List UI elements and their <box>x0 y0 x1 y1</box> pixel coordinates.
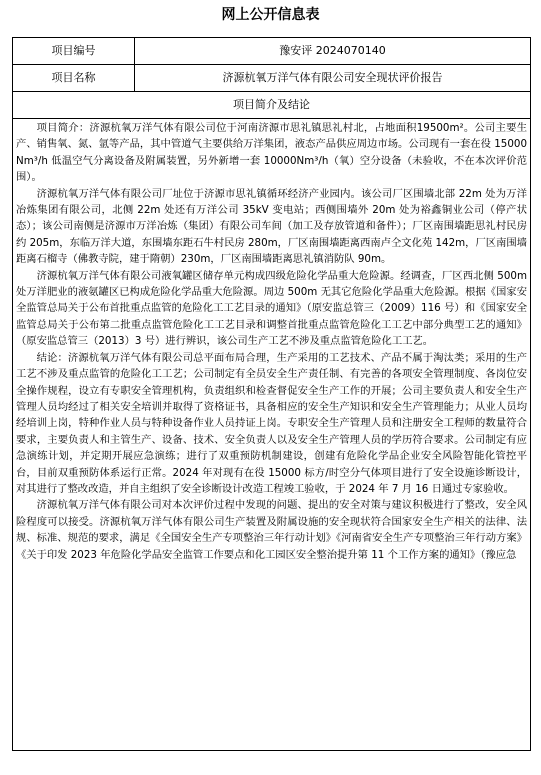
paragraph-rectification: 济源杭氧万洋气体有限公司对本次评价过程中发现的问题、提出的安全对策与建议积极进行了整改，安全风险程度可以接受。济源杭氧万洋气体有限公司生产装置及附属设施的安全现状符合国家安全生产相关的法律、法规、标准、规范的要求，满足《全国安全生产专项整治三年行动计划》《河南省安全生产专项整治三年行动方案》《关于印发 2023 年危险化学品安全监管工作要点和化工园区安全整治提升第 11 个工作方案的通知》（豫应急 <box>16 499 527 561</box>
content-cell <box>13 119 531 751</box>
project-name-row <box>13 65 531 92</box>
content-row <box>13 119 531 751</box>
project-name-label: 项目名称 <box>13 65 135 92</box>
paragraph-hazard-source: 济源杭氧万洋气体有限公司液氧罐区储存单元构成四级危险化学品重大危险源。经调查，厂区西北侧 500m 处万洋肥业的液氨罐区已构成危险化学品重大危险源。周边 500m 无其它危险化学品重大危险源。根据《国家安全监管总局关于公布首批重点监管的危险化工工艺目录的通知》（原安监总管三（2009）116 号）和《国家安全监管总局关于公布第二批重点监管危险化工工艺目录和调整首批重点监管危险化工工艺中部分典型工艺的通知》（原安监总管三（2013）3 号）进行辨识，该公司生产工艺不涉及重点监管危险化工工艺。 <box>16 269 527 348</box>
paragraph-overview: 项目简介：济源杭氧万洋气体有限公司位于河南济源市思礼镇思礼村北，占地面积19500m²。公司主要生产、销售氧、氮、氩等产品，其中管道气主要供给万洋集团，液态产品供应周边市场。公司现有一套在役 15000Nm³/h 低温空气分离设备及附属装置，另外新增一套 10000Nm³/h（氧）空分设备（未验收，不在本次评价范围）。 <box>16 122 527 184</box>
section-title-row <box>13 92 531 119</box>
project-name-value: 济源杭氧万洋气体有限公司安全现状评价报告 <box>135 65 531 92</box>
project-number-label: 项目编号 <box>13 38 135 65</box>
project-number-value: 豫安评 2024070140 <box>135 38 531 65</box>
paragraph-conclusion: 结论：济源杭氧万洋气体有限公司总平面布局合理，生产采用的工艺技术、产品不属于淘汰类；采用的生产工艺不涉及重点监管的危险化工工艺；公司制定有全员安全生产责任制、有完善的各项安全管理制度、各岗位安全操作规程，设立有专职安全管理机构，负责组织和检查督促安全生产工作的开展；公司主要负责人和安全生产管理人员均经过了相关安全培训并取得了资格证书，具备相应的安全生产知识和安全生产管理能力；从业人员均经培训上岗，特种作业人员与特种设备作业人员持证上岗。专职安全生产管理人员和注册安全工程师的数量符合要求，主要负责人和主管生产、设备、技术、安全负责人以及安全生产管理人员的学历符合要求。公司制定有应急演练计划，并定期开展应急演练；进行了双重预防机制建设，创建有危险化学品企业安全风险智能化管控平台，目前双重预防体系运行正常。2024 年对现有在役 15000 标方/时空分气体项目进行了安全设施诊断设计，对其进行了整改改造，并自主组织了安全诊断设计改造工程竣工验收，于 2024 年 7 月 16 日通过专家验收。 <box>16 351 527 495</box>
page-title: 网上公开信息表 <box>221 7 320 23</box>
info-table <box>12 37 531 751</box>
paragraph-location: 济源杭氧万洋气体有限公司厂址位于济源市思礼镇循环经济产业园内。该公司厂区围墙北部 22m 处为万洋冶炼集团有限公司，北侧 22m 处还有万洋公司 35kV 变电站；西侧围墙外 20m 处为裕鑫铜业公司（停产状态）；该公司南侧是济源市万洋冶炼（集团）有限公司车间（加工及存放管道和备件）；厂区南围墙距思礼村民房约 205m，东临万洋大道，东围墙东距石牛村民房 280m，厂区南围墙距离西南卢仝文化苑 142m，厂区南围墙距离石榴寺（佛教寺院，建于隋朝）230m，厂区南围墙距离思礼镇消防队 90m。 <box>16 187 527 266</box>
project-number-row <box>13 38 531 65</box>
section-title: 项目简介及结论 <box>13 92 531 119</box>
